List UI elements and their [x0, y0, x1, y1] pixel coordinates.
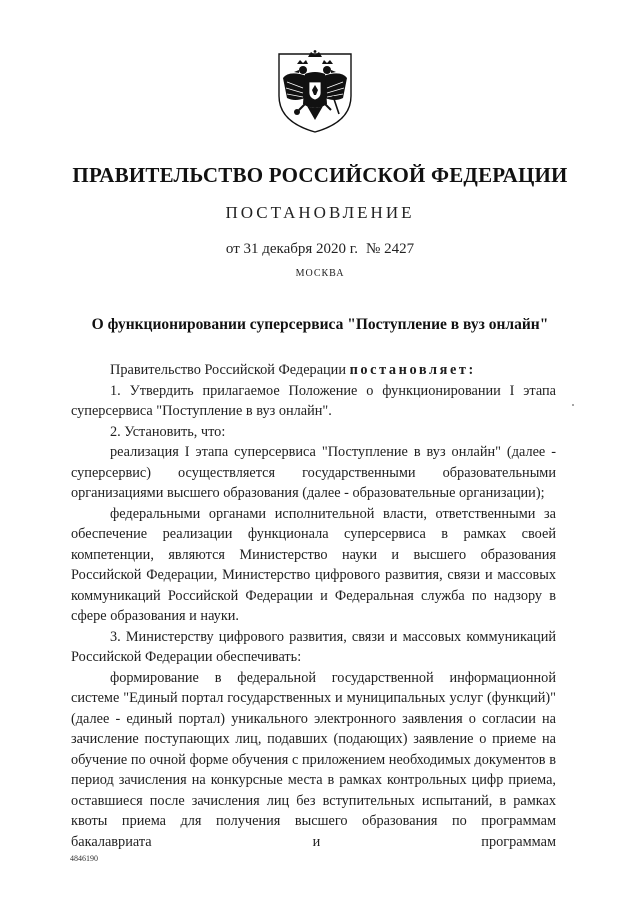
document-date-line — [0, 241, 640, 258]
document-number: № 2427 — [366, 241, 415, 257]
document-code: 4846190 — [70, 854, 98, 863]
paragraph-5: 3. Министерству цифрового развития, связи и массовых коммуникаций Российской Федерации обеспечивать: — [71, 628, 556, 665]
document-date: от 31 декабря 2020 г. — [225, 241, 359, 257]
preamble-paragraph — [71, 360, 556, 381]
document-city: МОСКВА — [295, 268, 345, 279]
decree-word: постановляет: — [349, 362, 476, 378]
paragraph-1: 1. Утвердить прилагаемое Положение о функционировании I этапа суперсервиса "Поступление в вуз онлайн". — [71, 382, 556, 419]
paragraph-4: федеральными органами исполнительной власти, ответственными за обеспечение реализации функционала суперсервиса в рамках своей компетенции, являются Министерство науки и высшего образования Российской Федерации, Министерство цифрового развития, связи и массовых коммуникаций Российской Федерации и Федеральная служба по надзору в сфере образования и науки. — [71, 505, 556, 624]
paragraph-6: формирование в федеральной государственной информационной системе "Единый портал государственных и муниципальных услуг (функций)" (далее - единый портал) уникального электронного заявления о согласии на зачисление поступающих лиц, подавших (подающих) заявление о приеме на обучение по очной форме обучения с приложением необходимых документов в период зачисления на конкурсные места в рамках контрольных цифр приема, оставшиеся после зачисления лиц без вступительных испытаний, в рамках квоты приема для получения высшего образования по программам бакалавриата и программам — [71, 669, 556, 850]
document-subject: О функционировании суперсервиса "Поступление в вуз онлайн" — [91, 316, 549, 333]
document-body — [71, 360, 556, 852]
government-title: ПРАВИТЕЛЬСТВО РОССИЙСКОЙ ФЕДЕРАЦИИ — [72, 163, 568, 187]
preamble-text: Правительство Российской Федерации — [110, 362, 346, 378]
scan-artifact — [572, 404, 574, 406]
paragraph-3: реализация I этапа суперсервиса "Поступление в вуз онлайн" (далее - суперсервис) осуществляется государственными образовательными организациями высшего образования (далее - образовательные организации); — [71, 444, 556, 501]
paragraph-2: 2. Установить, что: — [110, 423, 226, 440]
document-type: ПОСТАНОВЛЕНИЕ — [225, 203, 415, 222]
russian-coat-of-arms-icon — [275, 48, 355, 136]
